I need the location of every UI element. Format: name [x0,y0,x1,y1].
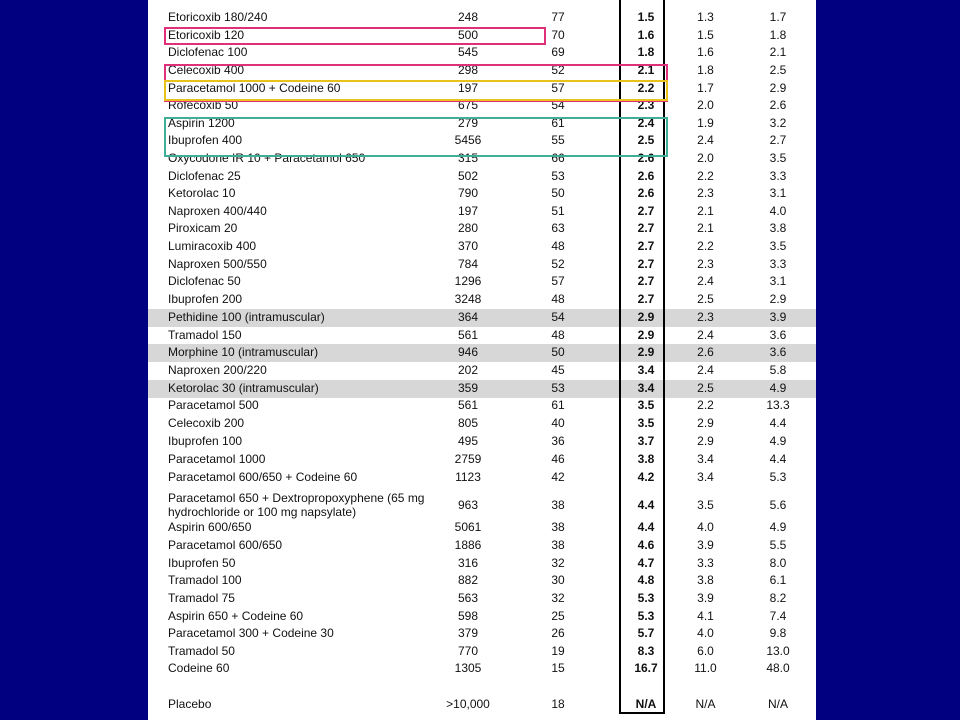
nnt-value: 2.9 [637,345,655,359]
percent-with-relief: 45 [551,363,565,377]
ci-lower: 4.1 [697,609,714,623]
nnt-value: 5.3 [637,591,655,605]
patient-count: 946 [457,345,479,359]
ci-upper: 1.8 [769,28,787,42]
ci-upper: 2.5 [769,63,787,77]
table-row [148,397,816,415]
ci-upper: 13.0 [766,644,790,658]
ci-upper: 4.4 [769,452,787,466]
percent-with-relief: 57 [551,274,565,288]
table-row [148,291,816,309]
patient-count: 561 [457,398,479,412]
table-row [148,590,816,608]
ci-lower: 2.0 [697,151,714,165]
table-row [148,168,816,186]
percent-with-relief: 32 [551,556,565,570]
percent-with-relief: 51 [551,204,565,218]
ci-upper: 3.6 [769,328,787,342]
nnt-value: N/A [635,697,657,711]
ci-upper: 3.3 [769,169,787,183]
table-row [148,309,816,327]
ci-lower: 1.6 [697,45,714,59]
ci-lower: 1.5 [697,28,714,42]
ci-lower: 2.3 [697,186,714,200]
patient-count: 790 [457,186,479,200]
ci-upper: 3.5 [769,151,787,165]
patient-count: 279 [457,116,479,130]
drug-name: Lumiracoxib 400 [168,239,257,253]
patient-count: 963 [457,498,479,512]
ci-upper: 1.7 [769,10,787,24]
percent-with-relief: 77 [551,10,565,24]
nnt-value: 2.7 [637,257,655,271]
percent-with-relief: 30 [551,573,565,587]
nnt-value: 2.2 [637,81,655,95]
percent-with-relief: 54 [551,98,565,112]
percent-with-relief: 38 [551,538,565,552]
nnt-value: 2.5 [637,133,655,147]
percent-with-relief: 52 [551,63,565,77]
table-row [148,115,816,133]
ci-upper: 4.9 [769,434,787,448]
table-row [148,487,816,523]
ci-upper: 48.0 [766,661,790,675]
drug-name: Ketorolac 10 [168,186,236,200]
nnt-value: 3.4 [637,381,655,395]
nnt-value: 2.3 [637,98,655,112]
table-row [148,555,816,573]
ci-upper: 13.3 [766,398,790,412]
percent-with-relief: 61 [551,116,565,130]
table-row [148,150,816,168]
drug-name: Paracetamol 1000 [168,452,266,466]
nnt-value: 4.2 [637,470,655,484]
nnt-value: 2.1 [637,63,655,77]
drug-name: Oxycodone IR 10 + Paracetamol 650 [168,151,366,165]
percent-with-relief: 54 [551,310,565,324]
patient-count: 370 [457,239,479,253]
nnt-value: 3.7 [637,434,655,448]
ci-lower: 3.9 [697,591,714,605]
ci-upper: 2.7 [769,133,787,147]
percent-with-relief: 38 [551,520,565,534]
drug-name: Paracetamol 300 + Codeine 30 [168,626,334,640]
percent-with-relief: 19 [551,644,565,658]
drug-name: Celecoxib 400 [168,63,245,77]
ci-lower: 6.0 [697,644,714,658]
nnt-value: 4.6 [637,538,655,552]
nnt-value: 1.5 [637,10,655,24]
table-row [148,132,816,150]
ci-upper: 3.9 [769,310,787,324]
ci-upper: 4.9 [769,381,787,395]
percent-with-relief: 38 [551,498,565,512]
nnt-value: 2.9 [637,310,655,324]
percent-with-relief: 36 [551,434,565,448]
percent-with-relief: 53 [551,381,565,395]
ci-lower: 2.5 [697,381,714,395]
nnt-value: 1.6 [637,28,655,42]
drug-name: Diclofenac 100 [168,45,248,59]
table-row [148,608,816,626]
ci-lower: 3.4 [697,452,714,466]
nnt-value: 1.8 [637,45,655,59]
drug-name: Tramadol 50 [168,644,235,658]
percent-with-relief: 46 [551,452,565,466]
percent-with-relief: 53 [551,169,565,183]
ci-upper: 6.1 [769,573,787,587]
ci-upper: 3.8 [769,221,787,235]
table-row [148,97,816,115]
ci-lower: 3.5 [697,498,714,512]
table-row [148,27,816,45]
patient-count: 280 [457,221,479,235]
nnt-value: 2.6 [637,151,655,165]
patient-count: 316 [457,556,479,570]
nnt-value: 4.7 [637,556,655,570]
percent-with-relief: 42 [551,470,565,484]
patient-count: 5456 [454,133,482,147]
drug-name: Etoricoxib 180/240 [168,10,268,24]
drug-name: Aspirin 600/650 [168,520,252,534]
table-row [148,44,816,62]
drug-name: Paracetamol 1000 + Codeine 60 [168,81,341,95]
drug-name: Ketorolac 30 (intramuscular) [168,381,319,395]
nnt-value: 16.7 [634,661,658,675]
nnt-value: 4.4 [637,520,655,534]
patient-count: 502 [457,169,479,183]
ci-upper: 3.3 [769,257,787,271]
table-row [148,469,816,487]
patient-count: 495 [457,434,479,448]
ci-lower: 2.4 [697,274,714,288]
table-row [148,62,816,80]
table-row [148,273,816,291]
table-row [148,256,816,274]
ci-lower: 2.4 [697,133,714,147]
ci-lower: 2.2 [697,169,714,183]
patient-count: 1305 [454,661,482,675]
patient-count: 563 [457,591,479,605]
patient-count: 197 [457,81,479,95]
drug-name: Diclofenac 50 [168,274,241,288]
patient-count: 2759 [454,452,482,466]
patient-count: 1123 [455,470,481,484]
drug-name: Naproxen 500/550 [168,257,267,271]
patient-count: 770 [457,644,479,658]
table-row [148,362,816,380]
patient-count: 1886 [454,538,482,552]
table-row [148,625,816,643]
patient-count: 882 [457,573,479,587]
drug-name: Ibuprofen 50 [168,556,236,570]
patient-count: 675 [457,98,479,112]
table-row [148,519,816,537]
ci-lower: 2.2 [697,398,714,412]
drug-name: Ibuprofen 100 [168,434,243,448]
ci-lower: 2.2 [697,239,714,253]
percent-with-relief: 61 [551,398,565,412]
ci-upper: 8.0 [769,556,787,570]
ci-upper: 4.0 [769,204,787,218]
drug-name: Naproxen 400/440 [168,204,267,218]
ci-upper: 3.1 [769,186,787,200]
patient-count: 298 [457,63,479,77]
percent-with-relief: 15 [551,661,565,675]
ci-upper: 4.4 [769,416,787,430]
patient-count: 1296 [454,274,482,288]
ci-upper: 8.2 [769,591,787,605]
drug-name: Etoricoxib 120 [168,28,245,42]
ci-lower: 3.3 [697,556,714,570]
nnt-value: 3.5 [637,398,655,412]
percent-with-relief: 69 [551,45,565,59]
ci-lower: 3.4 [697,470,714,484]
percent-with-relief: 48 [551,292,565,306]
table-row [148,9,816,27]
ci-lower: 2.6 [697,345,714,359]
drug-name: Pethidine 100 (intramuscular) [168,310,325,324]
nnt-table [148,0,816,720]
ci-upper: 3.5 [769,239,787,253]
patient-count: 364 [457,310,479,324]
ci-lower: 2.4 [697,328,714,342]
drug-name: Paracetamol 650 + Dextropropoxyphene (65 mg hydrochloride or 100 mg napsylate) [168,491,425,519]
table-row [148,220,816,238]
drug-name: Diclofenac 25 [168,169,241,183]
patient-count: 805 [457,416,479,430]
ci-lower: 2.1 [697,204,714,218]
patient-count: 315 [457,151,479,165]
ci-lower: 2.3 [697,310,714,324]
drug-name: Paracetamol 500 [168,398,259,412]
nnt-value: 2.9 [637,328,655,342]
ci-lower: 2.0 [697,98,714,112]
ci-upper: 5.3 [769,470,787,484]
patient-count: 359 [457,381,479,395]
nnt-value: 2.7 [637,292,655,306]
percent-with-relief: 40 [551,416,565,430]
ci-lower: 2.9 [697,434,714,448]
percent-with-relief: 50 [551,186,565,200]
percent-with-relief: 55 [551,133,565,147]
table-row [148,660,816,678]
table-row [148,327,816,345]
ci-lower: N/A [695,697,716,711]
patient-count: 3248 [454,292,482,306]
percent-with-relief: 48 [551,239,565,253]
table-row [148,572,816,590]
patient-count: 202 [457,363,479,377]
table-row [148,433,816,451]
drug-name: Codeine 60 [168,661,230,675]
percent-with-relief: 63 [551,221,565,235]
drug-name: Aspirin 1200 [168,116,235,130]
table-row [148,643,816,661]
percent-with-relief: 48 [551,328,565,342]
table-row [148,537,816,555]
ci-upper: 3.1 [769,274,787,288]
drug-name: Paracetamol 600/650 [168,538,283,552]
percent-with-relief: 18 [551,697,565,711]
nnt-value: 8.3 [637,644,655,658]
ci-lower: 11.0 [694,661,717,675]
ci-upper: 2.6 [769,98,787,112]
nnt-value: 3.8 [637,452,655,466]
ci-lower: 3.8 [697,573,714,587]
nnt-value: 5.7 [637,626,655,640]
nnt-value: 2.6 [637,186,655,200]
ci-lower: 2.9 [697,416,714,430]
table-row [148,415,816,433]
patient-count: >10,000 [446,697,490,711]
patient-count: 545 [457,45,479,59]
ci-upper: 2.9 [769,292,787,306]
patient-count: 500 [457,28,479,42]
ci-lower: 4.0 [697,520,714,534]
table-row [148,451,816,469]
ci-lower: 3.9 [697,538,714,552]
ci-lower: 1.3 [697,10,714,24]
ci-lower: 2.1 [697,221,714,235]
patient-count: 598 [457,609,479,623]
percent-with-relief: 32 [551,591,565,605]
ci-upper: 5.5 [769,538,787,552]
ci-lower: 2.5 [697,292,714,306]
ci-lower: 4.0 [697,626,714,640]
nnt-value: 2.7 [637,274,655,288]
patient-count: 5061 [454,520,482,534]
percent-with-relief: 57 [551,81,565,95]
patient-count: 197 [457,204,479,218]
nnt-value: 2.7 [637,239,655,253]
drug-name: Ibuprofen 400 [168,133,243,147]
percent-with-relief: 25 [551,609,565,623]
table-row [148,380,816,398]
ci-upper: N/A [767,697,788,711]
ci-upper: 5.8 [769,363,787,377]
nnt-value: 2.7 [637,204,655,218]
drug-name: Rofecoxib 50 [168,98,239,112]
nnt-value: 2.7 [637,221,655,235]
table-row [148,344,816,362]
table-row [148,696,816,714]
nnt-value: 2.6 [637,169,655,183]
percent-with-relief: 70 [551,28,565,42]
ci-upper: 7.4 [769,609,787,623]
ci-lower: 1.7 [697,81,714,95]
drug-name: Aspirin 650 + Codeine 60 [168,609,304,623]
table-row [148,238,816,256]
ci-lower: 1.9 [697,116,714,130]
ci-upper: 3.6 [769,345,787,359]
table-row [148,80,816,98]
nnt-value: 2.4 [637,116,655,130]
ci-upper: 2.1 [769,45,787,59]
ci-upper: 4.9 [769,520,787,534]
drug-name: Tramadol 150 [168,328,242,342]
drug-name: Placebo [168,697,212,711]
nnt-value: 4.4 [637,498,655,512]
drug-name: Tramadol 75 [168,591,235,605]
table-row [148,203,816,221]
patient-count: 784 [457,257,479,271]
ci-upper: 2.9 [769,81,787,95]
drug-name: Celecoxib 200 [168,416,245,430]
drug-name: Piroxicam 20 [168,221,238,235]
ci-upper: 5.6 [769,498,787,512]
drug-name: Paracetamol 600/650 + Codeine 60 [168,470,358,484]
ci-lower: 1.8 [697,63,714,77]
percent-with-relief: 50 [551,345,565,359]
drug-name: Naproxen 200/220 [168,363,267,377]
patient-count: 561 [457,328,479,342]
percent-with-relief: 66 [551,151,565,165]
ci-upper: 9.8 [769,626,787,640]
table-row [148,185,816,203]
percent-with-relief: 52 [551,257,565,271]
nnt-value: 3.5 [637,416,655,430]
patient-count: 248 [457,10,479,24]
nnt-value: 3.4 [637,363,655,377]
percent-with-relief: 26 [551,626,565,640]
patient-count: 379 [457,626,479,640]
nnt-value: 5.3 [637,609,655,623]
ci-lower: 2.3 [697,257,714,271]
ci-upper: 3.2 [769,116,787,130]
drug-name: Ibuprofen 200 [168,292,243,306]
drug-name: Morphine 10 (intramuscular) [168,345,319,359]
nnt-value: 4.8 [637,573,655,587]
drug-name: Tramadol 100 [168,573,242,587]
ci-lower: 2.4 [697,363,714,377]
